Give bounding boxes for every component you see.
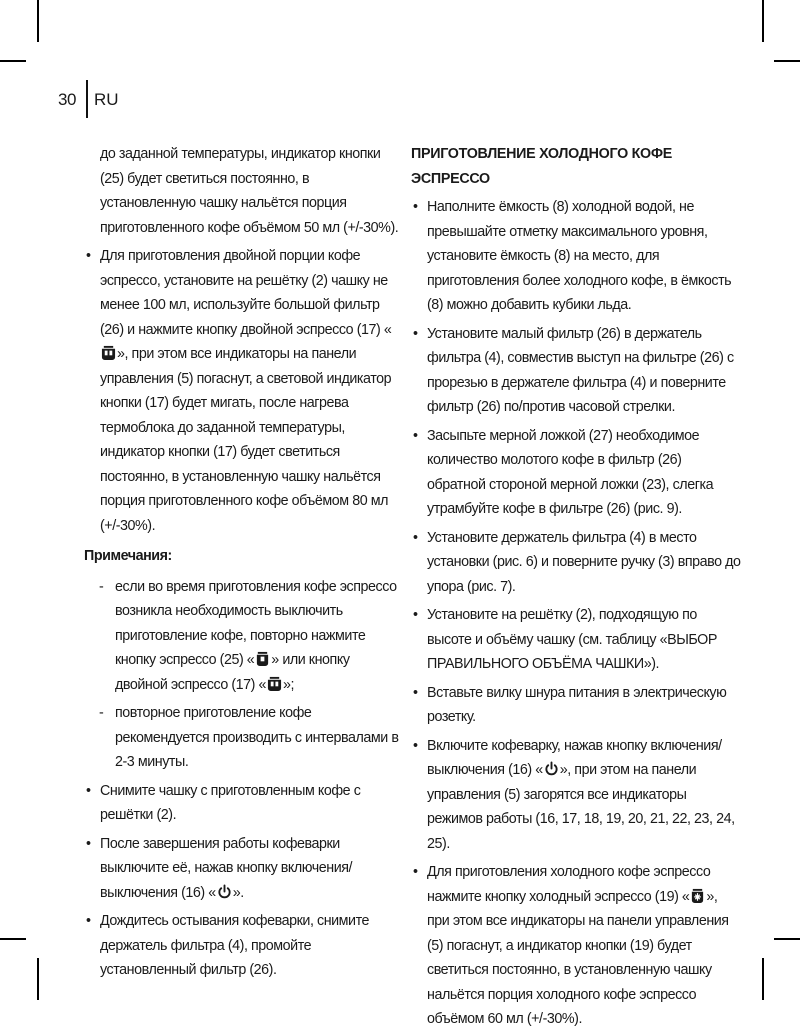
power-icon — [544, 761, 559, 776]
cold-espresso-icon — [690, 888, 705, 903]
instruction-list — [84, 244, 402, 538]
list-item: • Наполните ёмкость (8) холодной водой, не превышайте отметку максимального уровня, установите ёмкость (8) на место, для приготовления более холодного кофе, в ёмкость (8) можно добавить кубики льда. — [411, 195, 741, 318]
list-item: - если во время приготовления кофе эспрессо возникла необходимость выключить приготовление кофе, повторно нажмите кнопку эспрессо (25) « » или кнопку двойной эспрессо (17) « »; — [84, 575, 402, 698]
notes-title: Примечания: — [84, 548, 172, 564]
crop-mark — [37, 0, 39, 42]
list-item: • После завершения работы кофеварки выключите её, нажав кнопку включения/выключения (16) « ». — [84, 832, 402, 906]
list-item: • Вставьте вилку шнура питания в электрическую розетку. — [411, 681, 741, 730]
power-icon — [217, 884, 232, 899]
notes-list — [84, 575, 402, 775]
crop-mark — [762, 0, 764, 42]
instruction-list — [84, 779, 402, 983]
list-item: • Дождитесь остывания кофеварки, снимите держатель фильтра (4), промойте установленный фильтр (26). — [84, 909, 402, 983]
crop-mark — [37, 958, 39, 1000]
list-item: • Засыпьте мерной ложкой (27) необходимое количество молотого кофе в фильтр (26) обратной стороной мерной ложки (23), слегка утрамбуйте кофе в фильтре (26) (рис. 9). — [411, 424, 741, 522]
header-divider — [86, 80, 88, 118]
list-item: • Установите малый фильтр (26) в держатель фильтра (4), совместив выступ на фильтре (26) с прорезью в держателе фильтра (4) и поверните фильтр (26) по/против часовой стрелки. — [411, 322, 741, 420]
list-item: • Снимите чашку с приготовленным кофе с решётки (2). — [84, 779, 402, 828]
espresso-icon — [255, 651, 270, 666]
list-item: • Установите на решётку (2), подходящую по высоте и объёму чашку (см. таблицу «ВЫБОР ПРАВИЛЬНОГО ОБЪЁМА ЧАШКИ»). — [411, 603, 741, 677]
crop-mark — [0, 60, 26, 62]
crop-mark — [762, 958, 764, 1000]
list-item: • Для приготовления двойной порции кофе эспрессо, установите на решётку (2) чашку не менее 100 мл, используйте большой фильтр (26) и нажмите кнопку двойной эспрессо (17) «», при этом все индикаторы на панели управления (5) погаснут, а световой индикатор кнопки (17) будет мигать, после нагрева термоблока до заданной температуры, индикатор кнопки (17) будет светиться постоянно, в установленную чашку нальётся порция приготовленного кофе объёмом 80 мл (+/-30%). — [84, 244, 402, 538]
list-item: - повторное приготовление кофе рекомендуется производить с интервалами в 2-3 минуты. — [84, 701, 402, 775]
list-item: • Для приготовления холодного кофе эспрессо нажмите кнопку холодный эспрессо (19) « », при этом все индикаторы на панели управления (5) погаснут, а индикатор кнопки (19) будет светиться постоянно, в установленную чашку нальётся порция холодного кофе эспрессо объёмом 60 мл (+/-30%). — [411, 860, 741, 1032]
section-title: ПРИГОТОВЛЕНИЕ ХОЛОДНОГО КОФЕ ЭСПРЕССО — [411, 146, 672, 187]
instruction-list — [411, 195, 741, 1032]
crop-mark — [774, 60, 800, 62]
double-espresso-icon — [267, 676, 282, 691]
continuation-text: до заданной температуры, индикатор кнопки (25) будет светиться постоянно, в установленную чашку нальётся порция приготовленного кофе объёмом 50 мл (+/-30%). — [100, 146, 399, 236]
left-column — [84, 142, 402, 987]
crop-mark — [0, 938, 26, 940]
page-number: 30 — [58, 90, 76, 109]
language-label: RU — [94, 90, 119, 109]
crop-mark — [774, 938, 800, 940]
list-item: • Включите кофеварку, нажав кнопку включения/выключения (16) « », при этом на панели управления (5) загорятся все индикаторы режимов работы (16, 17, 18, 19, 20, 21, 22, 23, 24, 25). — [411, 734, 741, 857]
right-column — [411, 142, 741, 1036]
list-item: • Установите держатель фильтра (4) в место установки (рис. 6) и поверните ручку (3) вправо до упора (рис. 7). — [411, 526, 741, 600]
double-espresso-icon — [101, 345, 116, 360]
